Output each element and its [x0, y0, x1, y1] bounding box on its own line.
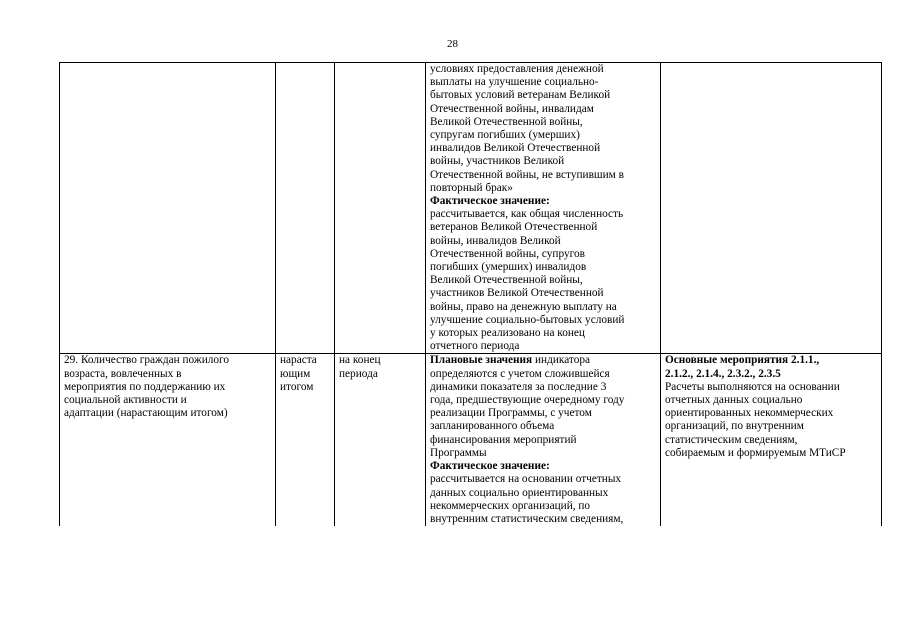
cell-text-line: собираемым и формируемым МТиСР — [665, 446, 846, 459]
page-number: 28 — [447, 38, 458, 50]
cell-text-line: итогом — [280, 380, 314, 393]
cell-text-line: года, предшествующие очередному году — [430, 394, 625, 407]
cell-text-line: выплаты на улучшение социально- — [430, 76, 599, 89]
cell-text-line: Отечественной войны, инвалидам — [430, 102, 594, 115]
indicators-table — [59, 62, 882, 526]
cell-text-line: адаптации (нарастающим итогом) — [64, 407, 228, 420]
cell-text-line: Великой Отечественной войны, — [430, 274, 583, 287]
unit-cell — [276, 63, 335, 354]
cell-text-line: погибших (умерших) инвалидов — [430, 261, 587, 274]
table-row — [60, 354, 882, 526]
cell-text-fragment: Плановые значения — [430, 354, 533, 367]
cell-text-line: улучшение социально-бытовых условий — [430, 313, 625, 326]
cell-text-line: повторный брак» — [430, 181, 513, 194]
method-cell — [426, 354, 661, 526]
cell-text-line: возраста, вовлеченных в — [64, 367, 182, 380]
cell-text-line: организаций, по внутренним — [665, 420, 804, 433]
cell-text-line: Фактическое значение: — [430, 460, 550, 473]
cell-text-line: Отечественной войны, супругов — [430, 247, 585, 260]
cell-text-line: участников Великой Отечественной — [430, 287, 604, 300]
source-cell — [661, 63, 882, 354]
source-cell — [661, 354, 882, 526]
cell-text-line: периода — [339, 367, 378, 380]
cell-text-line: войны, инвалидов Великой — [430, 234, 561, 247]
cell-text-line: бытовых условий ветеранам Великой — [430, 89, 611, 102]
unit-cell — [276, 354, 335, 526]
cell-text-line: нараста — [280, 354, 317, 367]
cell-text-line — [430, 354, 656, 367]
cell-text-line: рассчитывается, как общая численность — [430, 208, 624, 221]
cell-text-line: у которых реализовано на конец — [430, 327, 585, 340]
cell-text-line: финансирования мероприятий — [430, 433, 577, 446]
period-cell — [335, 63, 426, 354]
cell-text-line: Великой Отечественной войны, — [430, 115, 583, 128]
cell-text-line: ветеранов Великой Отечественной — [430, 221, 598, 234]
cell-text-line: на конец — [339, 354, 381, 367]
cell-text-line: Расчеты выполняются на основании — [665, 380, 840, 393]
period-cell — [335, 354, 426, 526]
cell-text-line: войны, право на денежную выплату на — [430, 300, 617, 313]
table-row — [60, 63, 882, 354]
cell-text-line: ориентированных некоммерческих — [665, 407, 834, 420]
cell-text-line: динамики показателя за последние 3 — [430, 380, 607, 393]
cell-text-line: рассчитывается на основании отчетных — [430, 473, 622, 486]
cell-text-line: инвалидов Великой Отечественной — [430, 142, 601, 155]
cell-text-line: внутренним статистическим сведениям, — [430, 512, 624, 525]
cell-text-line: 29. Количество граждан пожилого — [64, 354, 230, 367]
cell-text-line: отчетного периода — [430, 340, 520, 353]
cell-text-line: статистическим сведениям, — [665, 433, 798, 446]
cell-text-line: социальной активности и — [64, 394, 187, 407]
cell-text-line: Основные мероприятия 2.1.1., — [665, 354, 820, 367]
cell-text-line: некоммерческих организаций, по — [430, 499, 591, 512]
cell-text-line: данных социально ориентированных — [430, 486, 609, 499]
cell-text-line: определяются с учетом сложившейся — [430, 367, 610, 380]
method-cell — [426, 63, 661, 354]
cell-text-line: реализации Программы, с учетом — [430, 407, 592, 420]
cell-text-line: условиях предоставления денежной — [430, 63, 604, 75]
indicator-cell — [60, 354, 276, 526]
cell-text-line: ющим — [280, 367, 311, 380]
cell-text-line: запланированного объема — [430, 420, 555, 433]
cell-text-line: Отечественной войны, не вступившим в — [430, 168, 624, 181]
cell-text-line: Программы — [430, 446, 487, 459]
indicator-cell — [60, 63, 276, 354]
cell-text-line: войны, участников Великой — [430, 155, 565, 168]
cell-text-line: супругам погибших (умерших) — [430, 129, 580, 142]
cell-text-line: отчетных данных социально — [665, 394, 803, 407]
cell-text-line: 2.1.2., 2.1.4., 2.3.2., 2.3.5 — [665, 367, 781, 380]
cell-text-line: мероприятия по поддержанию их — [64, 380, 226, 393]
cell-text-fragment: индикатора — [532, 354, 591, 367]
cell-text-line: Фактическое значение: — [430, 195, 550, 208]
